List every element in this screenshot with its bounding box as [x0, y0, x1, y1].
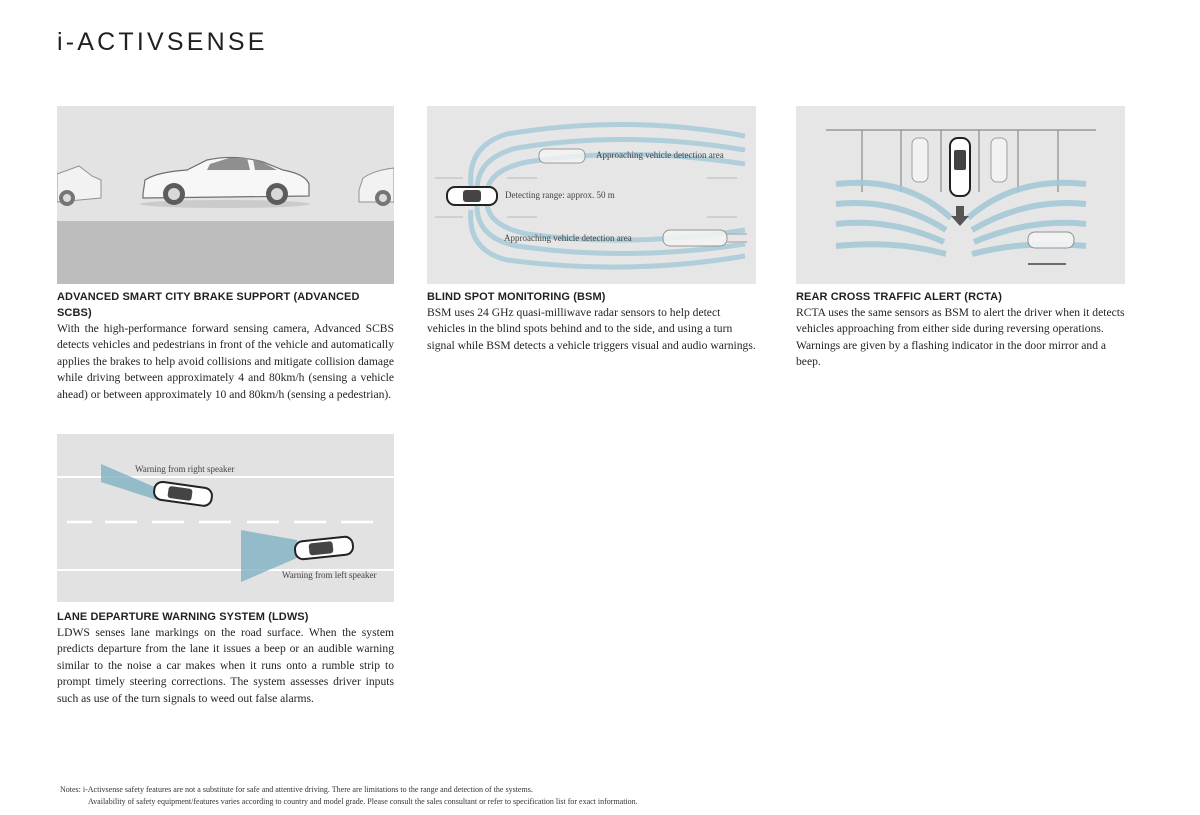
ldws-label-left: Warning from left speaker — [282, 570, 377, 580]
scbs-body: With the high-performance forward sensing camera, Advanced SCBS detects vehicles and pedestrians in front of the vehicle and automatically applies the brakes to help avoid collisions and mitigate collision damage while driving between approximately 4 and 80km/h (sensing a vehicle ahead) or between approximately 10 and 80km/h (sensing a pedestrian). — [57, 322, 394, 401]
bsm-label-approach-bottom: Approaching vehicle detection area — [504, 233, 632, 243]
rcta-heading: REAR CROSS TRAFFIC ALERT (RCTA) — [796, 291, 1002, 303]
bsm-label-approach-top: Approaching vehicle detection area — [596, 150, 724, 160]
bsm-own-car — [447, 187, 497, 205]
footnotes — [60, 784, 638, 808]
bsm-illustration — [427, 106, 756, 284]
ldws-body: LDWS senses lane markings on the road surface. When the system predicts departure from the lane it issues a beep or an audible warning similar to the noise a car makes when it runs onto a rumble strip to prompt timely steering corrections. The system assesses driver inputs such as use of the turn signals to weed out false alarms. — [57, 626, 394, 705]
bsm-body: BSM uses 24 GHz quasi-milliwave radar sensors to help detect vehicles in the blind spots behind and to the side, and using a turn signal while BSM detects a vehicle triggers visual and audio warnings. — [427, 306, 756, 352]
ldws-heading: LANE DEPARTURE WARNING SYSTEM (LDWS) — [57, 611, 309, 623]
rcta-body: RCTA uses the same sensors as BSM to alert the driver when it detects vehicles approaching from either side during reversing operations. Warnings are given by a flashing indicator in the door mirror and a beep. — [796, 306, 1125, 369]
bsm-heading: BLIND SPOT MONITORING (BSM) — [427, 291, 606, 303]
scbs-heading: ADVANCED SMART CITY BRAKE SUPPORT (ADVANCED SCBS) — [57, 291, 360, 319]
rcta-reversing-car — [950, 138, 970, 196]
scbs-illustration — [57, 106, 394, 284]
bsm-top-car — [539, 149, 585, 163]
page-title: i-ACTIVSENSE — [57, 28, 268, 56]
ldws-illustration — [57, 434, 394, 602]
note-line-1: Notes: i-Activsense safety features are not a substitute for safe and attentive driving. There are limitations to the range and detection of the systems. — [60, 785, 533, 794]
note-line-2: Availability of safety equipment/features varies according to country and model grade. Please consult the sales consultant or refer to specification list for exact information. — [88, 797, 638, 806]
ldws-label-right: Warning from right speaker — [135, 464, 235, 474]
bsm-label-range: Detecting range: approx. 50 m — [505, 190, 615, 200]
rcta-illustration — [796, 106, 1125, 284]
